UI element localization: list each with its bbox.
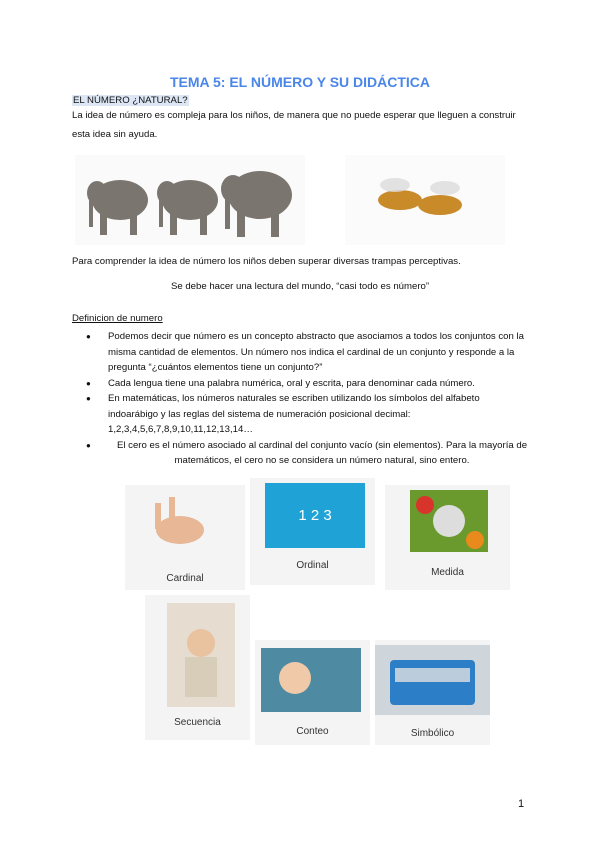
secuencia-image [145, 595, 250, 740]
intro-paragraph: La idea de número es compleja para los niños, de manera que no puede esperar que lleguen a construir esta idea sin ayuda. [72, 110, 516, 140]
simbolico-image [375, 640, 490, 745]
caption: Secuencia [174, 717, 221, 728]
medida-image [385, 485, 510, 590]
section-heading: EL NÚMERO ¿NATURAL? [73, 95, 188, 106]
caption: Simbólico [410, 728, 455, 739]
paragraph: Para comprender la idea de número los niños deben superar diversas trampas perceptivas. [72, 256, 461, 267]
definition-list [72, 329, 532, 469]
cardinal-image [125, 485, 245, 590]
list-item: ● Podemos decir que número es un concepto abstracto que asociamos a todos los conjuntos con la misma cantidad de elementos. Un número nos indica el cardinal de un conjunto y responde a la pregunta “¿cuántos elementos tiene un conjunto?” [72, 329, 532, 376]
digits: 1 2 3 [265, 483, 365, 548]
list-item: ● El cero es el número asociado al cardinal del conjunto vacío (sin elementos). Para la mayoría de matemáticos, el cero no se considera un número natural, sino entero. [72, 438, 532, 469]
definition-heading: Definicion de numero [72, 313, 163, 324]
list-item: ● Cada lengua tiene una palabra numérica, oral y escrita, para denominar cada número. [72, 376, 532, 392]
list-item: ● En matemáticas, los números naturales se escriben utilizando los símbolos del alfabeto indoarábigo y las reglas del sistema de numeración posicional decimal: 1,2,3,4,5,6,7,8,9,10,11,12,13,14… [72, 391, 532, 438]
caption: Conteo [296, 726, 329, 737]
caption: Ordinal [296, 560, 329, 571]
elephants-image [75, 155, 305, 245]
ordinal-image [250, 478, 375, 585]
paragraph-centered: Se debe hacer una lectura del mundo, “casi todo es número” [170, 281, 430, 292]
bees-image [345, 155, 505, 245]
page-number: 1 [518, 798, 525, 810]
conteo-image [255, 640, 370, 745]
page-title: TEMA 5: EL NÚMERO Y SU DIDÁCTICA [169, 74, 431, 90]
caption: Medida [431, 567, 464, 578]
caption: Cardinal [166, 573, 204, 584]
